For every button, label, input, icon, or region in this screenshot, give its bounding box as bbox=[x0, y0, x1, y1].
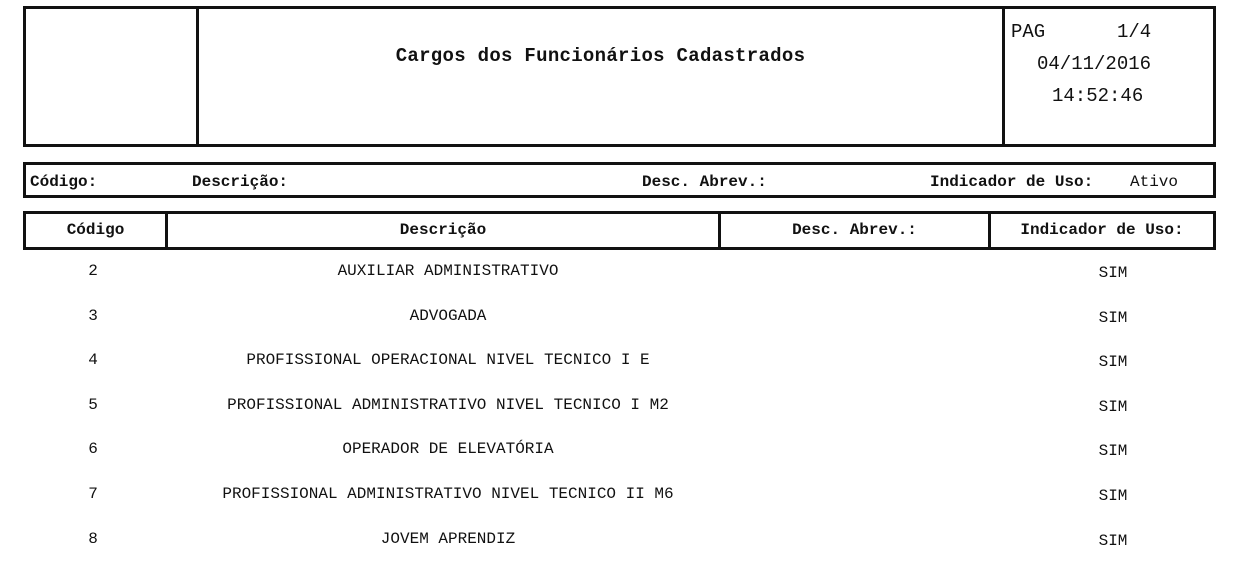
column-header-desc-abrev: Desc. Abrev.: bbox=[721, 214, 991, 247]
title-cell bbox=[199, 9, 1005, 144]
table-row bbox=[23, 396, 1216, 440]
cell-codigo: 5 bbox=[88, 396, 98, 414]
page-number: 1/4 bbox=[1117, 21, 1152, 43]
table-row bbox=[23, 351, 1216, 395]
cell-indicador: SIM bbox=[1098, 264, 1128, 282]
column-header-indicador: Indicador de Uso: bbox=[1020, 221, 1184, 239]
report-info bbox=[1005, 9, 1213, 144]
cell-codigo: 2 bbox=[88, 262, 98, 280]
report-date: 04/11/2016 bbox=[1037, 53, 1152, 75]
report-title: Cargos dos Funcionários Cadastrados bbox=[395, 45, 806, 67]
table-row bbox=[23, 262, 1216, 306]
cell-codigo: 7 bbox=[88, 485, 98, 503]
filter-desc-abrev-label: Desc. Abrev.: bbox=[642, 173, 767, 191]
cell-descricao: ADVOGADA bbox=[409, 307, 487, 325]
cell-codigo: 4 bbox=[88, 351, 98, 369]
column-header-codigo: Código bbox=[26, 214, 168, 247]
page-label: PAG bbox=[1011, 21, 1046, 43]
report-time: 14:52:46 bbox=[1052, 85, 1144, 107]
filter-descricao-label: Descrição: bbox=[192, 173, 289, 191]
cell-indicador: SIM bbox=[1098, 353, 1128, 371]
cell-descricao: PROFISSIONAL ADMINISTRATIVO NIVEL TECNICO II M6 bbox=[222, 485, 674, 503]
cell-indicador: SIM bbox=[1098, 442, 1128, 460]
cell-descricao: PROFISSIONAL ADMINISTRATIVO NIVEL TECNICO I M2 bbox=[227, 396, 669, 414]
cell-indicador: SIM bbox=[1098, 532, 1128, 550]
filter-indicador-value: Ativo bbox=[1130, 173, 1179, 191]
filter-codigo-label: Código: bbox=[30, 173, 98, 191]
cell-codigo: 8 bbox=[88, 530, 98, 548]
cell-descricao: PROFISSIONAL OPERACIONAL NIVEL TECNICO I E bbox=[246, 351, 650, 369]
cell-descricao: AUXILIAR ADMINISTRATIVO bbox=[337, 262, 559, 280]
table-row bbox=[23, 530, 1216, 574]
filter-indicador-label: Indicador de Uso: bbox=[930, 173, 1094, 191]
logo-area bbox=[26, 9, 199, 144]
cell-codigo: 3 bbox=[88, 307, 98, 325]
column-header-descricao: Descrição bbox=[168, 214, 721, 247]
table-header bbox=[23, 211, 1216, 250]
table-row bbox=[23, 307, 1216, 351]
table-row bbox=[23, 440, 1216, 484]
cell-indicador: SIM bbox=[1098, 309, 1128, 327]
cell-descricao: OPERADOR DE ELEVATÓRIA bbox=[342, 440, 554, 458]
filter-bar bbox=[23, 162, 1216, 198]
cell-indicador: SIM bbox=[1098, 398, 1128, 416]
cell-codigo: 6 bbox=[88, 440, 98, 458]
report-header bbox=[23, 6, 1216, 147]
table-row bbox=[23, 485, 1216, 529]
cell-descricao: JOVEM APRENDIZ bbox=[380, 530, 516, 548]
cell-indicador: SIM bbox=[1098, 487, 1128, 505]
